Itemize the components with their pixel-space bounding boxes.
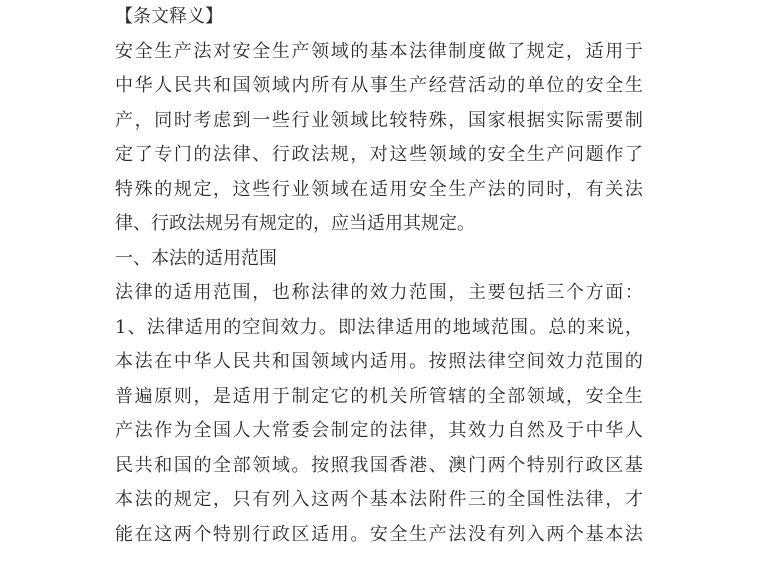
text-line: 本 法 在 中 华 人 民 共 和 国 领 域 内 适 用 。 按 照 法 律 空 间 效 力 范 围 的 (115, 351, 643, 372)
text-line: 安 全 生 产 法 对 安 全 生 产 领 域 的 基 本 法 律 制 度 做 了 规 定 ， 适 用 于 (115, 40, 643, 62)
text-line: 特 殊 的 规 定 ， 这 些 行 业 领 域 在 适 用 安 全 生 产 法 的 同 时 ， 有 关 法 (115, 178, 643, 200)
text-line: 产 法 作 为 全 国 人 大 常 委 会 制 定 的 法 律 ， 其 效 力 自 然 及 于 中 华 人 (115, 420, 643, 441)
text-line: 能 在 这 两 个 特 别 行 政 区 适 用 。 安 全 生 产 法 没 有 列 入 两 个 基 本 法 (115, 523, 643, 545)
text-line: 一 、 本 法 的 适 用 范 围 (115, 247, 277, 269)
text-line: 本 法 的 规 定 ， 只 有 列 入 这 两 个 基 本 法 附 件 三 的 全 国 性 法 律 ， 才 (115, 489, 643, 510)
text-line: 法 律 的 适 用 范 围 ， 也 称 法 律 的 效 力 范 围 ， 主 要 包 括 三 个 方 面 ： (115, 282, 643, 303)
text-line: 定 了 专 门 的 法 律 、 行 政 法 规 ， 对 这 些 领 域 的 安 全 生 产 问 题 作 了 (115, 144, 643, 165)
text-line: 产 ， 同 时 考 虑 到 一 些 行 业 领 域 比 较 特 殊 ， 国 家 根 据 实 际 需 要 制 (115, 109, 643, 131)
text-line: 中 华 人 民 共 和 国 领 域 内 所 有 从 事 生 产 经 营 活 动 的 单 位 的 安 全 生 (115, 75, 643, 96)
text-line: 1 、 法 律 适 用 的 空 间 效 力 。 即 法 律 适 用 的 地 域 范 围 。 总 的 来 说 ， (115, 316, 643, 338)
text-line: 普 遍 原 则 ， 是 适 用 于 制 定 它 的 机 关 所 管 辖 的 全 部 领 域 ， 安 全 生 (115, 385, 643, 407)
text-line: 民 共 和 国 的 全 部 领 域 。 按 照 我 国 香 港 、 澳 门 两 个 特 别 行 政 区 基 (115, 454, 643, 476)
text-line: 律 、 行 政 法 规 另 有 规 定 的 ， 应 当 适 用 其 规 定 。 (115, 213, 475, 234)
section-heading: 【 条 文 释 义 】 (115, 6, 223, 27)
